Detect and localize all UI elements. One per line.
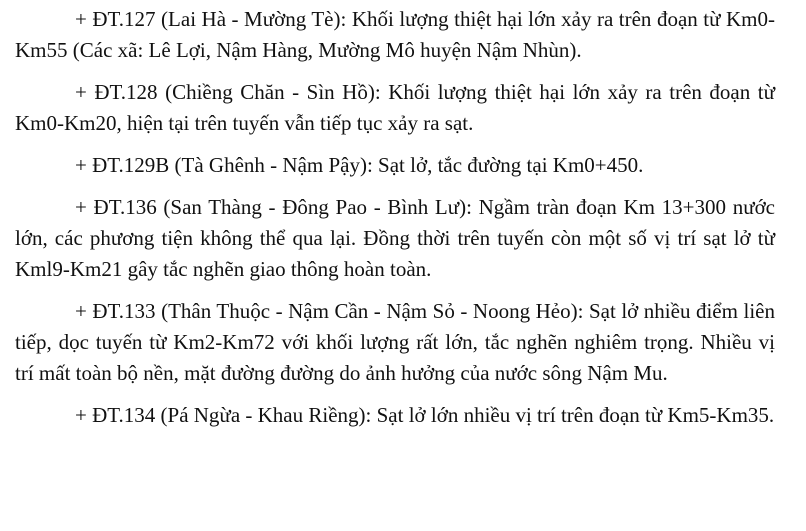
- paragraph-dt128: + ĐT.128 (Chiềng Chăn - Sìn Hồ): Khối lượng thiệt hại lớn xảy ra trên đoạn từ Km0-Km20, hiện tại trên tuyến vẫn tiếp tục xảy ra sạt.: [15, 80, 775, 135]
- paragraph-dt133: + ĐT.133 (Thân Thuộc - Nậm Cần - Nậm Sỏ - Noong Hẻo): Sạt lở nhiều điểm liên tiếp, dọc tuyến từ Km2-Km72 với khối lượng rất lớn, tắc nghẽn nghiêm trọng. Nhiều vị trí mất toàn bộ nền, mặt đường đường do ảnh hưởng của nước sông Nậm Mu.: [15, 299, 775, 385]
- paragraph-dt134: + ĐT.134 (Pá Ngừa - Khau Riềng): Sạt lở lớn nhiều vị trí trên đoạn từ Km5-Km35.: [75, 403, 775, 427]
- paragraph-dt129b: + ĐT.129B (Tà Ghênh - Nậm Pậy): Sạt lở, tắc đường tại Km0+450.: [75, 153, 644, 177]
- document-body: [15, 4, 775, 442]
- paragraph-dt136: + ĐT.136 (San Thàng - Đông Pao - Bình Lư): Ngầm tràn đoạn Km 13+300 nước lớn, các phương tiện không thể qua lại. Đồng thời trên tuyến còn một số vị trí sạt lở từ Kml9-Km21 gây tắc nghẽn giao thông hoàn toàn.: [15, 195, 775, 281]
- paragraph-dt127: + ĐT.127 (Lai Hà - Mường Tè): Khối lượng thiệt hại lớn xảy ra trên đoạn từ Km0-Km55 (Các xã: Lê Lợi, Nậm Hàng, Mường Mô huyện Nậm Nhùn).: [15, 7, 775, 62]
